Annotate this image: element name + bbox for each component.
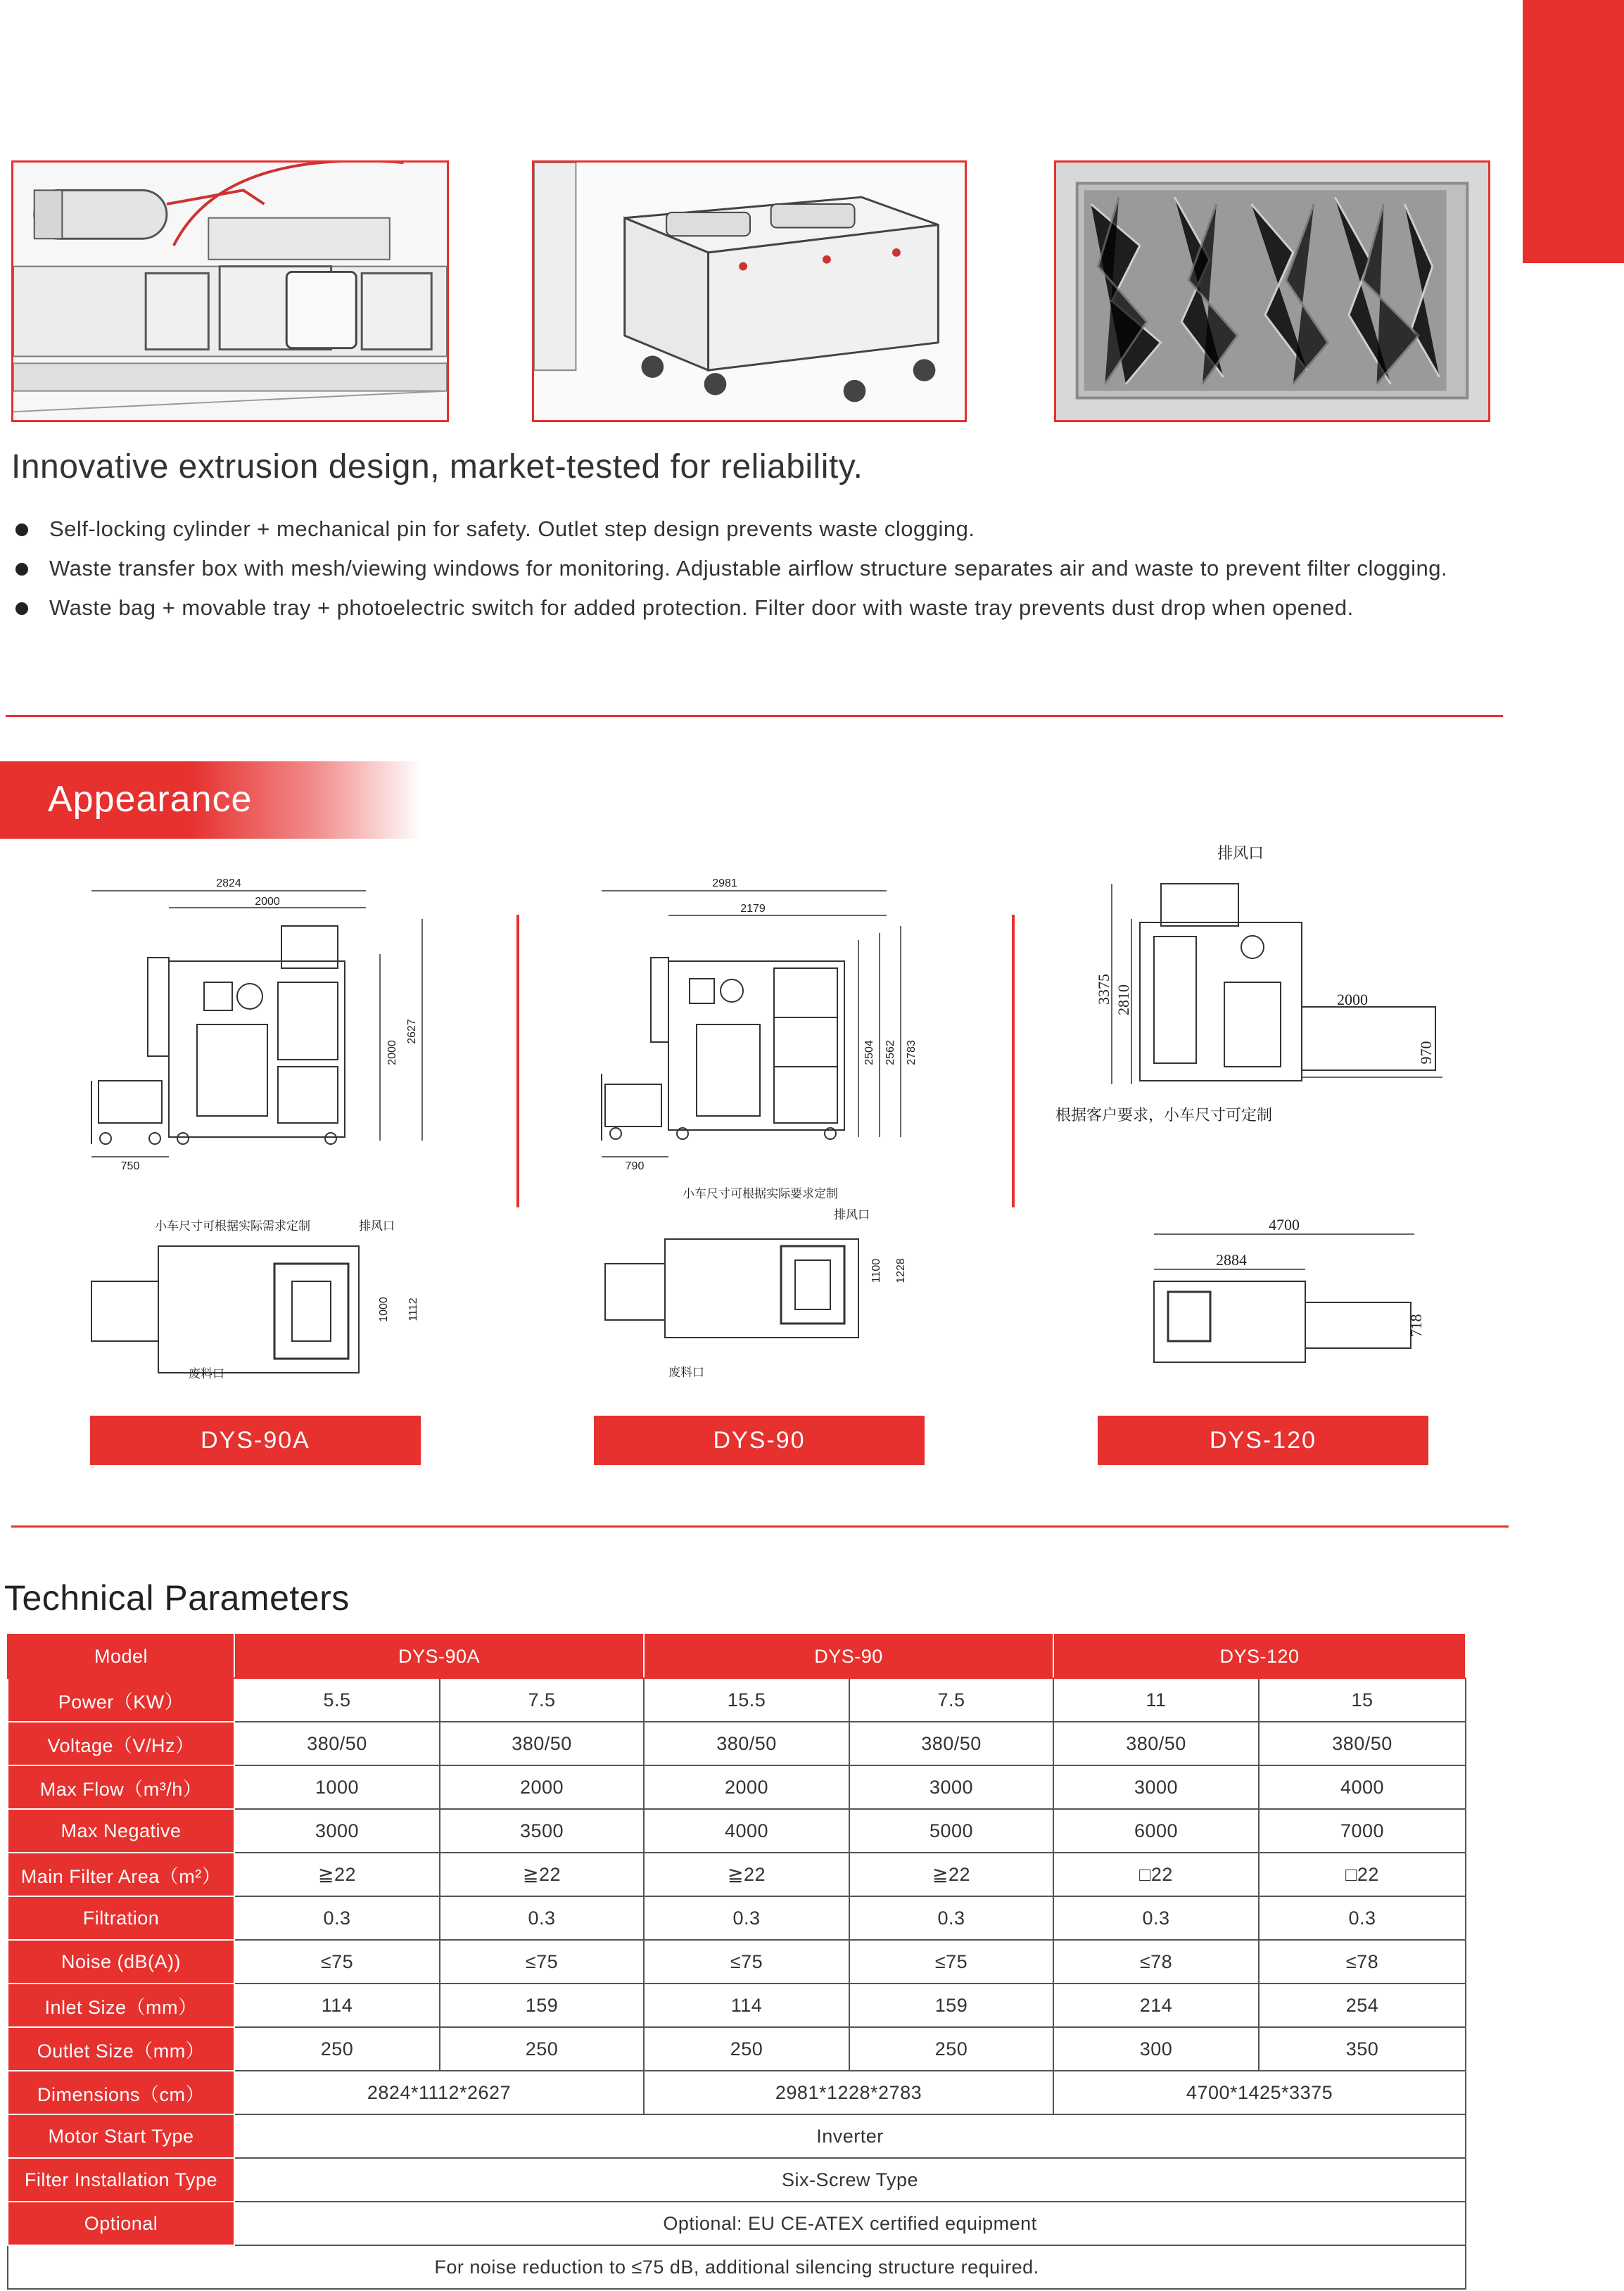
dim-label: 1112 xyxy=(407,1297,419,1321)
bullet-text: Self-locking cylinder + mechanical pin for safety. Outlet step design prevents waste clogging. xyxy=(49,516,975,541)
dim-label: 2000 xyxy=(1337,991,1368,1008)
bullet-text: Waste transfer box with mesh/viewing windows for monitoring. Adjustable airflow structure separates air and waste to prevent filter clogging. xyxy=(49,556,1448,580)
extrusion-cylinder-photo xyxy=(11,160,449,422)
table-cell: 7.5 xyxy=(849,1678,1053,1722)
model-label-dys-90a: DYS-90A xyxy=(90,1416,421,1465)
table-cell: 250 xyxy=(644,2027,849,2071)
table-cell: 380/50 xyxy=(234,1722,440,1765)
table-cell: 2824*1112*2627 xyxy=(234,2071,644,2114)
column-header: DYS-120 xyxy=(1053,1635,1466,1678)
table-header-row xyxy=(8,1635,1466,1678)
table-row xyxy=(8,2158,1466,2202)
dim-label: 2562 xyxy=(884,1040,896,1065)
dim-label: 2810 xyxy=(1115,984,1132,1015)
table-cell: 254 xyxy=(1259,1984,1466,2027)
table-cell: 2000 xyxy=(440,1765,644,1809)
feature-list xyxy=(11,509,1496,628)
table-cell: 114 xyxy=(234,1984,440,2027)
table-row xyxy=(8,1940,1466,1984)
row-label: Main Filter Area（m²） xyxy=(8,1853,234,1896)
table-note-row xyxy=(8,2245,1466,2289)
table-cell: 159 xyxy=(849,1984,1053,2027)
bullet-dot-icon xyxy=(15,563,28,576)
bullet-dot-icon xyxy=(15,602,28,615)
bullet-dot-icon xyxy=(15,523,28,536)
table-cell: 7000 xyxy=(1259,1809,1466,1853)
table-cell: 380/50 xyxy=(1259,1722,1466,1765)
table-cell: ≤75 xyxy=(234,1940,440,1984)
list-item xyxy=(11,509,1496,549)
table-row xyxy=(8,1722,1466,1765)
table-row xyxy=(8,1984,1466,2027)
row-label: Max Negative xyxy=(8,1809,234,1853)
table-cell: 2981*1228*2783 xyxy=(644,2071,1053,2114)
dim-label: 2783 xyxy=(906,1040,918,1065)
table-cell: 0.3 xyxy=(849,1896,1053,1940)
table-cell: ≤75 xyxy=(849,1940,1053,1984)
table-cell: 0.3 xyxy=(1053,1896,1259,1940)
divider xyxy=(11,1525,1509,1528)
table-cell: 7.5 xyxy=(440,1678,644,1722)
table-row xyxy=(8,1678,1466,1722)
table-cell: 3000 xyxy=(234,1809,440,1853)
table-cell: ≤75 xyxy=(644,1940,849,1984)
table-cell: 0.3 xyxy=(440,1896,644,1940)
row-label: Max Flow（m³/h） xyxy=(8,1765,234,1809)
row-label: Inlet Size（mm） xyxy=(8,1984,234,2027)
table-cell: Six-Screw Type xyxy=(234,2158,1466,2202)
table-cell: 5.5 xyxy=(234,1678,440,1722)
technical-parameters-title: Technical Parameters xyxy=(4,1578,350,1618)
technical-parameters-table xyxy=(7,1634,1466,2290)
dim-label: 750 xyxy=(120,1160,140,1172)
table-cell: 350 xyxy=(1259,2027,1466,2071)
dim-label: 2627 xyxy=(406,1019,418,1044)
dim-label: 2000 xyxy=(255,896,280,908)
table-row xyxy=(8,2027,1466,2071)
drawing-dys-90 xyxy=(584,842,971,1390)
model-label-dys-90: DYS-90 xyxy=(594,1416,925,1465)
table-cell: Inverter xyxy=(234,2114,1466,2158)
dim-label: 2824 xyxy=(216,877,241,889)
table-note: For noise reduction to ≤75 dB, additional silencing structure required. xyxy=(8,2245,1466,2289)
table-cell: ≧22 xyxy=(440,1853,644,1896)
appearance-banner xyxy=(0,761,422,839)
dim-label: 718 xyxy=(1407,1314,1425,1338)
table-cell: 15 xyxy=(1259,1678,1466,1722)
divider xyxy=(6,715,1503,717)
row-label: Power（KW） xyxy=(8,1678,234,1722)
dim-label: 3375 xyxy=(1095,974,1112,1005)
dim-label: 1228 xyxy=(895,1258,907,1283)
dim-label: 790 xyxy=(625,1160,645,1172)
table-cell: 0.3 xyxy=(234,1896,440,1940)
column-header: DYS-90A xyxy=(234,1635,644,1678)
column-header: DYS-90 xyxy=(644,1635,1053,1678)
table-cell: 380/50 xyxy=(440,1722,644,1765)
table-cell: 114 xyxy=(644,1984,849,2027)
table-cell: □22 xyxy=(1259,1853,1466,1896)
table-cell: 380/50 xyxy=(849,1722,1053,1765)
table-cell: 250 xyxy=(234,2027,440,2071)
drawing-note: 废料口 xyxy=(668,1366,704,1379)
table-row xyxy=(8,1809,1466,1853)
list-item xyxy=(11,588,1496,628)
table-cell: ≧22 xyxy=(849,1853,1053,1896)
table-cell: Optional: EU CE-ATEX certified equipment xyxy=(234,2202,1466,2245)
table-cell: 15.5 xyxy=(644,1678,849,1722)
dim-label: 4700 xyxy=(1269,1216,1300,1233)
drawing-note: 小车尺寸可根据实际要求定制 xyxy=(683,1187,838,1200)
drawing-note: 排风口 xyxy=(359,1219,395,1233)
dim-label: 2000 xyxy=(386,1040,398,1065)
row-label: Voltage（V/Hz） xyxy=(8,1722,234,1765)
bullet-text: Waste bag + movable tray + photoelectric switch for added protection. Filter door with waste tray prevents dust drop when opened. xyxy=(49,595,1354,620)
table-cell: ≤78 xyxy=(1259,1940,1466,1984)
table-cell: 250 xyxy=(849,2027,1053,2071)
table-cell: 2000 xyxy=(644,1765,849,1809)
table-cell: 300 xyxy=(1053,2027,1259,2071)
drawing-note: 小车尺寸可根据实际需求定制 xyxy=(155,1219,310,1233)
table-cell: 380/50 xyxy=(1053,1722,1259,1765)
table-row xyxy=(8,1765,1466,1809)
table-cell: ≧22 xyxy=(644,1853,849,1896)
table-cell: 4000 xyxy=(1259,1765,1466,1809)
row-label: Filtration xyxy=(8,1896,234,1940)
dim-label: 970 xyxy=(1417,1041,1435,1065)
dim-label: 2179 xyxy=(740,903,766,915)
table-row xyxy=(8,2202,1466,2245)
table-row xyxy=(8,2071,1466,2114)
row-label: Dimensions（cm） xyxy=(8,2071,234,2114)
table-cell: ≤78 xyxy=(1053,1940,1259,1984)
row-label: Optional xyxy=(8,2202,234,2245)
model-label-dys-120: DYS-120 xyxy=(1098,1416,1428,1465)
table-cell: 3500 xyxy=(440,1809,644,1853)
table-cell: 3000 xyxy=(1053,1765,1259,1809)
row-label: Noise (dB(A)) xyxy=(8,1940,234,1984)
dim-label: 2504 xyxy=(863,1040,875,1065)
row-label: Filter Installation Type xyxy=(8,2158,234,2202)
row-label: Outlet Size（mm） xyxy=(8,2027,234,2071)
dim-label: 2884 xyxy=(1216,1251,1247,1269)
section-title: Appearance xyxy=(48,779,253,820)
divider xyxy=(516,915,519,1207)
drawing-dys-90a xyxy=(77,842,457,1390)
row-label: Motor Start Type xyxy=(8,2114,234,2158)
table-cell: 6000 xyxy=(1053,1809,1259,1853)
table-cell: 4000 xyxy=(644,1809,849,1853)
table-cell: ≤75 xyxy=(440,1940,644,1984)
dim-label: 2981 xyxy=(712,877,737,889)
dim-label: 1100 xyxy=(870,1258,882,1283)
drawing-note: 废料口 xyxy=(189,1367,224,1381)
table-cell: ≧22 xyxy=(234,1853,440,1896)
table-cell: 11 xyxy=(1053,1678,1259,1722)
table-cell: 380/50 xyxy=(644,1722,849,1765)
table-cell: 0.3 xyxy=(1259,1896,1466,1940)
page-headline: Innovative extrusion design, market-tested for reliability. xyxy=(11,448,863,486)
drawing-note: 排风口 xyxy=(1217,844,1264,862)
table-cell: 4700*1425*3375 xyxy=(1053,2071,1466,2114)
table-cell: 5000 xyxy=(849,1809,1053,1853)
drawing-dys-120 xyxy=(1048,842,1471,1390)
table-cell: □22 xyxy=(1053,1853,1259,1896)
row-label: Model xyxy=(8,1635,234,1678)
dim-label: 1000 xyxy=(378,1297,390,1322)
table-cell: 1000 xyxy=(234,1765,440,1809)
table-cell: 214 xyxy=(1053,1984,1259,2027)
waste-transfer-box-photo xyxy=(532,160,967,422)
drawing-note: 排风口 xyxy=(834,1208,870,1221)
table-cell: 3000 xyxy=(849,1765,1053,1809)
table-cell: 159 xyxy=(440,1984,644,2027)
drawing-note: 根据客户要求，小车尺寸可定制 xyxy=(1055,1106,1273,1124)
corner-accent-tab xyxy=(1523,0,1624,263)
table-row xyxy=(8,1896,1466,1940)
table-cell: 0.3 xyxy=(644,1896,849,1940)
divider xyxy=(1012,915,1015,1207)
table-row xyxy=(8,2114,1466,2158)
list-item xyxy=(11,549,1496,588)
compressed-waste-block-photo xyxy=(1054,160,1490,422)
table-cell: 250 xyxy=(440,2027,644,2071)
table-row xyxy=(8,1853,1466,1896)
